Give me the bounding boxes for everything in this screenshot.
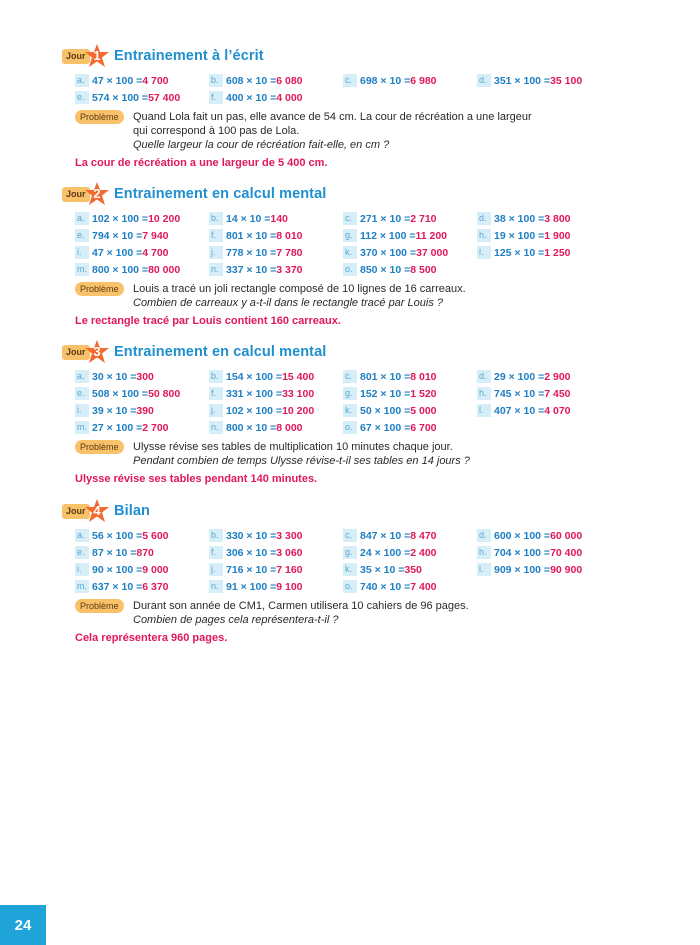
calc-answer: 4 070: [544, 404, 571, 417]
calc-answer: 2 900: [544, 370, 571, 383]
item-letter: f.: [209, 229, 223, 242]
item-letter: c.: [343, 529, 357, 542]
calc-answer: 7 160: [276, 563, 303, 576]
calc-question: 508 × 100 =: [92, 387, 149, 400]
item-letter: a.: [75, 370, 89, 383]
calc-question: 102 × 100 =: [92, 212, 149, 225]
calc-item: [209, 421, 343, 434]
calc-question: 154 × 100 =: [226, 370, 283, 383]
calc-row: [75, 561, 662, 578]
calc-item: [209, 263, 343, 276]
problem-tag: Problème: [75, 599, 124, 613]
section-jour-3: [62, 338, 662, 485]
calc-question: 30 × 10 =: [92, 370, 137, 383]
calc-grid: [75, 527, 662, 595]
calc-question: 800 × 100 =: [92, 263, 149, 276]
item-letter: h.: [477, 546, 491, 559]
item-letter: o.: [343, 421, 357, 434]
jour-number: 4: [93, 503, 101, 518]
calc-answer: 8 470: [410, 529, 437, 542]
calc-item: [75, 563, 209, 576]
calc-answer: 8 000: [276, 421, 303, 434]
calc-item: [343, 404, 477, 417]
item-letter: b.: [209, 74, 223, 87]
calc-item: [209, 529, 343, 542]
calc-item: [75, 370, 209, 383]
calc-item: [343, 421, 477, 434]
calc-item: [343, 246, 477, 259]
calc-question: 850 × 10 =: [360, 263, 411, 276]
problem-question: Combien de pages cela représentera-t-il ?: [133, 614, 339, 626]
calc-question: 271 × 10 =: [360, 212, 411, 225]
section-jour-4: [62, 497, 662, 644]
calc-question: 330 × 10 =: [226, 529, 277, 542]
calc-row: [75, 227, 662, 244]
item-letter: b.: [209, 212, 223, 225]
calc-answer: 80 000: [148, 263, 181, 276]
calc-question: 50 × 100 =: [360, 404, 411, 417]
item-letter: a.: [75, 74, 89, 87]
calc-item: [343, 546, 477, 559]
calc-item: [75, 546, 209, 559]
calc-item: [75, 263, 209, 276]
calc-question: 331 × 100 =: [226, 387, 283, 400]
calc-answer: 50 800: [148, 387, 181, 400]
calc-item: [209, 91, 343, 104]
calc-answer: 2 700: [142, 421, 169, 434]
item-letter: d.: [477, 74, 491, 87]
problem-question: Quelle largeur la cour de récréation fait-elle, en cm ?: [133, 139, 390, 151]
calc-question: 337 × 10 =: [226, 263, 277, 276]
calc-answer: 4 700: [142, 74, 169, 87]
calc-row: [75, 578, 662, 595]
item-letter: l.: [477, 563, 491, 576]
item-letter: m.: [77, 581, 87, 591]
calc-item: [209, 563, 343, 576]
calc-row: [75, 544, 662, 561]
calc-item: [343, 370, 477, 383]
jour-label: Jour: [62, 504, 90, 519]
section-jour-1: [62, 42, 662, 169]
calc-answer: 60 000: [550, 529, 583, 542]
calc-question: 370 × 100 =: [360, 246, 417, 259]
calc-item: [75, 529, 209, 542]
calc-question: 794 × 10 =: [92, 229, 143, 242]
problem-answer: Le rectangle tracé par Louis contient 160 carreaux.: [75, 315, 341, 327]
calc-question: 574 × 100 =: [92, 91, 149, 104]
calc-answer: 7 940: [142, 229, 169, 242]
calc-answer: 90 900: [550, 563, 583, 576]
problem-tag: Problème: [75, 110, 124, 124]
item-letter: f.: [209, 387, 223, 400]
calc-item: [343, 229, 477, 242]
calc-question: 125 × 10 =: [494, 246, 545, 259]
item-letter: n.: [209, 263, 223, 276]
item-letter: j.: [209, 246, 223, 259]
calc-item: [477, 563, 611, 576]
item-letter: b.: [209, 529, 223, 542]
calc-question: 637 × 10 =: [92, 580, 143, 593]
calc-answer: 8 010: [410, 370, 437, 383]
item-letter: k.: [343, 246, 357, 259]
jour-badge: [62, 181, 112, 207]
calc-item: [209, 229, 343, 242]
calc-question: 67 × 100 =: [360, 421, 411, 434]
calc-row: [75, 72, 662, 89]
calc-answer: 11 200: [415, 229, 448, 242]
item-letter: g.: [343, 546, 357, 559]
item-letter: e.: [75, 91, 89, 104]
calc-answer: 6 080: [276, 74, 303, 87]
calc-answer: 7 780: [276, 246, 303, 259]
calc-question: 29 × 100 =: [494, 370, 545, 383]
item-letter: c.: [343, 370, 357, 383]
calc-item: [477, 246, 611, 259]
jour-label: Jour: [62, 187, 90, 202]
calc-question: 698 × 10 =: [360, 74, 411, 87]
calc-question: 102 × 100 =: [226, 404, 283, 417]
calc-question: 306 × 10 =: [226, 546, 277, 559]
item-letter: i.: [75, 563, 89, 576]
calc-answer: 9 100: [276, 580, 303, 593]
calc-item: [343, 212, 477, 225]
calc-answer: 3 060: [276, 546, 303, 559]
calc-item: [75, 246, 209, 259]
section-jour-2: [62, 180, 662, 327]
calc-grid: [75, 210, 662, 278]
item-letter: a.: [75, 529, 89, 542]
calc-answer: 5 600: [142, 529, 169, 542]
item-letter: j.: [209, 563, 223, 576]
calc-answer: 1 520: [410, 387, 437, 400]
item-letter: g.: [343, 229, 357, 242]
jour-badge: [62, 43, 112, 69]
calc-item: [343, 387, 477, 400]
calc-answer: 7 450: [544, 387, 571, 400]
calc-answer: 4 700: [142, 246, 169, 259]
jour-number: 1: [93, 48, 101, 63]
calc-answer: 10 200: [148, 212, 181, 225]
calc-item: [75, 212, 209, 225]
item-letter: a.: [75, 212, 89, 225]
calc-item: [75, 421, 209, 434]
item-letter: k.: [343, 404, 357, 417]
calc-question: 90 × 100 =: [92, 563, 143, 576]
calc-question: 778 × 10 =: [226, 246, 277, 259]
problem-text: Louis a tracé un joli rectangle composé de 10 lignes de 16 carreaux.: [133, 283, 466, 295]
calc-item: [477, 370, 611, 383]
item-letter: c.: [343, 74, 357, 87]
calc-question: 14 × 10 =: [226, 212, 271, 225]
calc-question: 704 × 100 =: [494, 546, 551, 559]
item-letter: f.: [209, 91, 223, 104]
calc-answer: 870: [136, 546, 154, 559]
jour-label: Jour: [62, 345, 90, 360]
jour-number: 3: [93, 344, 101, 359]
calc-item: [75, 580, 209, 593]
calc-item: [477, 529, 611, 542]
calc-question: 740 × 10 =: [360, 580, 411, 593]
calc-question: 19 × 100 =: [494, 229, 545, 242]
calc-question: 27 × 100 =: [92, 421, 143, 434]
calc-item: [343, 563, 477, 576]
problem-text: Ulysse révise ses tables de multiplication 10 minutes chaque jour.: [133, 441, 453, 453]
calc-answer: 1 250: [544, 246, 571, 259]
calc-item: [209, 387, 343, 400]
item-letter: o.: [343, 263, 357, 276]
calc-item: [343, 529, 477, 542]
calc-answer: 6 370: [142, 580, 169, 593]
calc-answer: 3 370: [276, 263, 303, 276]
item-letter: i.: [75, 404, 89, 417]
problem-answer: Cela représentera 960 pages.: [75, 632, 228, 644]
jour-badge: [62, 339, 112, 365]
item-letter: m.: [77, 422, 87, 432]
item-letter: h.: [477, 387, 491, 400]
problem-block: [75, 440, 662, 468]
calc-item: [477, 546, 611, 559]
calc-item: [209, 546, 343, 559]
problem-question: Pendant combien de temps Ulysse révise-t-il ses tables en 14 jours ?: [133, 455, 470, 467]
item-letter: h.: [477, 229, 491, 242]
calc-row: [75, 368, 662, 385]
section-header: [62, 42, 662, 70]
item-letter: c.: [343, 212, 357, 225]
item-letter: o.: [343, 580, 357, 593]
item-letter: m.: [77, 264, 87, 274]
calc-answer: 8 500: [410, 263, 437, 276]
calc-row: [75, 261, 662, 278]
calc-item: [477, 387, 611, 400]
problem-block: [75, 110, 662, 152]
calc-question: 47 × 100 =: [92, 246, 143, 259]
calc-row: [75, 419, 662, 436]
calc-answer: 2 400: [410, 546, 437, 559]
calc-answer: 8 010: [276, 229, 303, 242]
calc-answer: 1 900: [544, 229, 571, 242]
calc-question: 38 × 100 =: [494, 212, 545, 225]
calc-row: [75, 527, 662, 544]
item-letter: e.: [75, 387, 89, 400]
calc-answer: 390: [136, 404, 154, 417]
calc-question: 847 × 10 =: [360, 529, 411, 542]
problem-block: [75, 599, 662, 627]
calc-answer: 140: [270, 212, 288, 225]
problem-block: [75, 282, 662, 310]
calc-question: 91 × 100 =: [226, 580, 277, 593]
calc-grid: [75, 72, 662, 106]
problem-answer: La cour de récréation a une largeur de 5 400 cm.: [75, 157, 328, 169]
calc-answer: 9 000: [142, 563, 169, 576]
calc-row: [75, 385, 662, 402]
calc-question: 112 × 100 =: [360, 229, 416, 242]
item-letter: b.: [209, 370, 223, 383]
calc-item: [343, 263, 477, 276]
calc-question: 35 × 10 =: [360, 563, 405, 576]
calc-answer: 10 200: [282, 404, 315, 417]
calc-question: 801 × 10 =: [360, 370, 411, 383]
calc-question: 39 × 10 =: [92, 404, 137, 417]
item-letter: j.: [209, 404, 223, 417]
jour-badge: [62, 498, 112, 524]
item-letter: d.: [477, 529, 491, 542]
calc-item: [75, 91, 209, 104]
calc-question: 400 × 10 =: [226, 91, 277, 104]
calc-question: 909 × 100 =: [494, 563, 551, 576]
calc-answer: 350: [404, 563, 422, 576]
calc-item: [477, 212, 611, 225]
section-header: [62, 338, 662, 366]
calc-question: 600 × 100 =: [494, 529, 551, 542]
calc-item: [75, 387, 209, 400]
calc-answer: 37 000: [416, 246, 449, 259]
calc-item: [343, 580, 477, 593]
section-header: [62, 497, 662, 525]
item-letter: e.: [75, 229, 89, 242]
calc-question: 351 × 100 =: [494, 74, 551, 87]
problem-tag: Problème: [75, 282, 124, 296]
calc-row: [75, 402, 662, 419]
item-letter: l.: [477, 246, 491, 259]
calc-answer: 33 100: [282, 387, 315, 400]
calc-answer: 300: [136, 370, 154, 383]
calc-answer: 6 700: [410, 421, 437, 434]
calc-answer: 3 800: [544, 212, 571, 225]
calc-item: [209, 404, 343, 417]
problem-answer: Ulysse révise ses tables pendant 140 minutes.: [75, 473, 318, 485]
calc-item: [477, 404, 611, 417]
item-letter: k.: [343, 563, 357, 576]
calc-question: 800 × 10 =: [226, 421, 277, 434]
calc-row: [75, 244, 662, 261]
calc-item: [209, 246, 343, 259]
section-header: [62, 180, 662, 208]
item-letter: g.: [343, 387, 357, 400]
calc-question: 407 × 10 =: [494, 404, 545, 417]
calc-answer: 70 400: [550, 546, 583, 559]
calc-item: [343, 74, 477, 87]
problem-text: Durant son année de CM1, Carmen utilisera 10 cahiers de 96 pages.: [133, 600, 469, 612]
calc-item: [209, 370, 343, 383]
calc-question: 608 × 10 =: [226, 74, 277, 87]
calc-question: 87 × 10 =: [92, 546, 137, 559]
jour-label: Jour: [62, 49, 90, 64]
calc-answer: 4 000: [276, 91, 303, 104]
calc-grid: [75, 368, 662, 436]
calc-answer: 15 400: [282, 370, 315, 383]
section-title: Entrainement en calcul mental: [114, 186, 327, 202]
calc-answer: 6 980: [410, 74, 437, 87]
calc-item: [209, 74, 343, 87]
calc-item: [75, 404, 209, 417]
calc-item: [477, 74, 611, 87]
page-number: 24: [0, 905, 46, 945]
calc-answer: 7 400: [410, 580, 437, 593]
item-letter: n.: [209, 421, 223, 434]
jour-number: 2: [93, 186, 101, 201]
calc-question: 47 × 100 =: [92, 74, 143, 87]
calc-answer: 2 710: [410, 212, 437, 225]
calc-question: 152 × 10 =: [360, 387, 411, 400]
problem-tag: Problème: [75, 440, 124, 454]
calc-row: [75, 89, 662, 106]
item-letter: d.: [477, 370, 491, 383]
item-letter: n.: [209, 580, 223, 593]
calc-item: [477, 229, 611, 242]
item-letter: e.: [75, 546, 89, 559]
calc-answer: 57 400: [148, 91, 181, 104]
calc-question: 56 × 100 =: [92, 529, 143, 542]
item-letter: f.: [209, 546, 223, 559]
calc-item: [209, 212, 343, 225]
calc-item: [75, 74, 209, 87]
calc-question: 801 × 10 =: [226, 229, 277, 242]
item-letter: i.: [75, 246, 89, 259]
calc-answer: 5 000: [410, 404, 437, 417]
item-letter: d.: [477, 212, 491, 225]
calc-question: 24 × 100 =: [360, 546, 411, 559]
problem-text: Quand Lola fait un pas, elle avance de 54 cm. La cour de récréation a une largeur: [133, 111, 532, 123]
section-title: Entrainement en calcul mental: [114, 344, 327, 360]
calc-item: [75, 229, 209, 242]
calc-answer: 35 100: [550, 74, 583, 87]
item-letter: l.: [477, 404, 491, 417]
calc-question: 745 × 10 =: [494, 387, 545, 400]
calc-row: [75, 210, 662, 227]
calc-question: 716 × 10 =: [226, 563, 277, 576]
calc-answer: 3 300: [276, 529, 303, 542]
problem-question: Combien de carreaux y a-t-il dans le rectangle tracé par Louis ?: [133, 297, 443, 309]
section-title: Bilan: [114, 503, 150, 519]
problem-text: qui correspond à 100 pas de Lola.: [133, 125, 300, 137]
section-title: Entrainement à l’écrit: [114, 48, 264, 64]
calc-item: [209, 580, 343, 593]
